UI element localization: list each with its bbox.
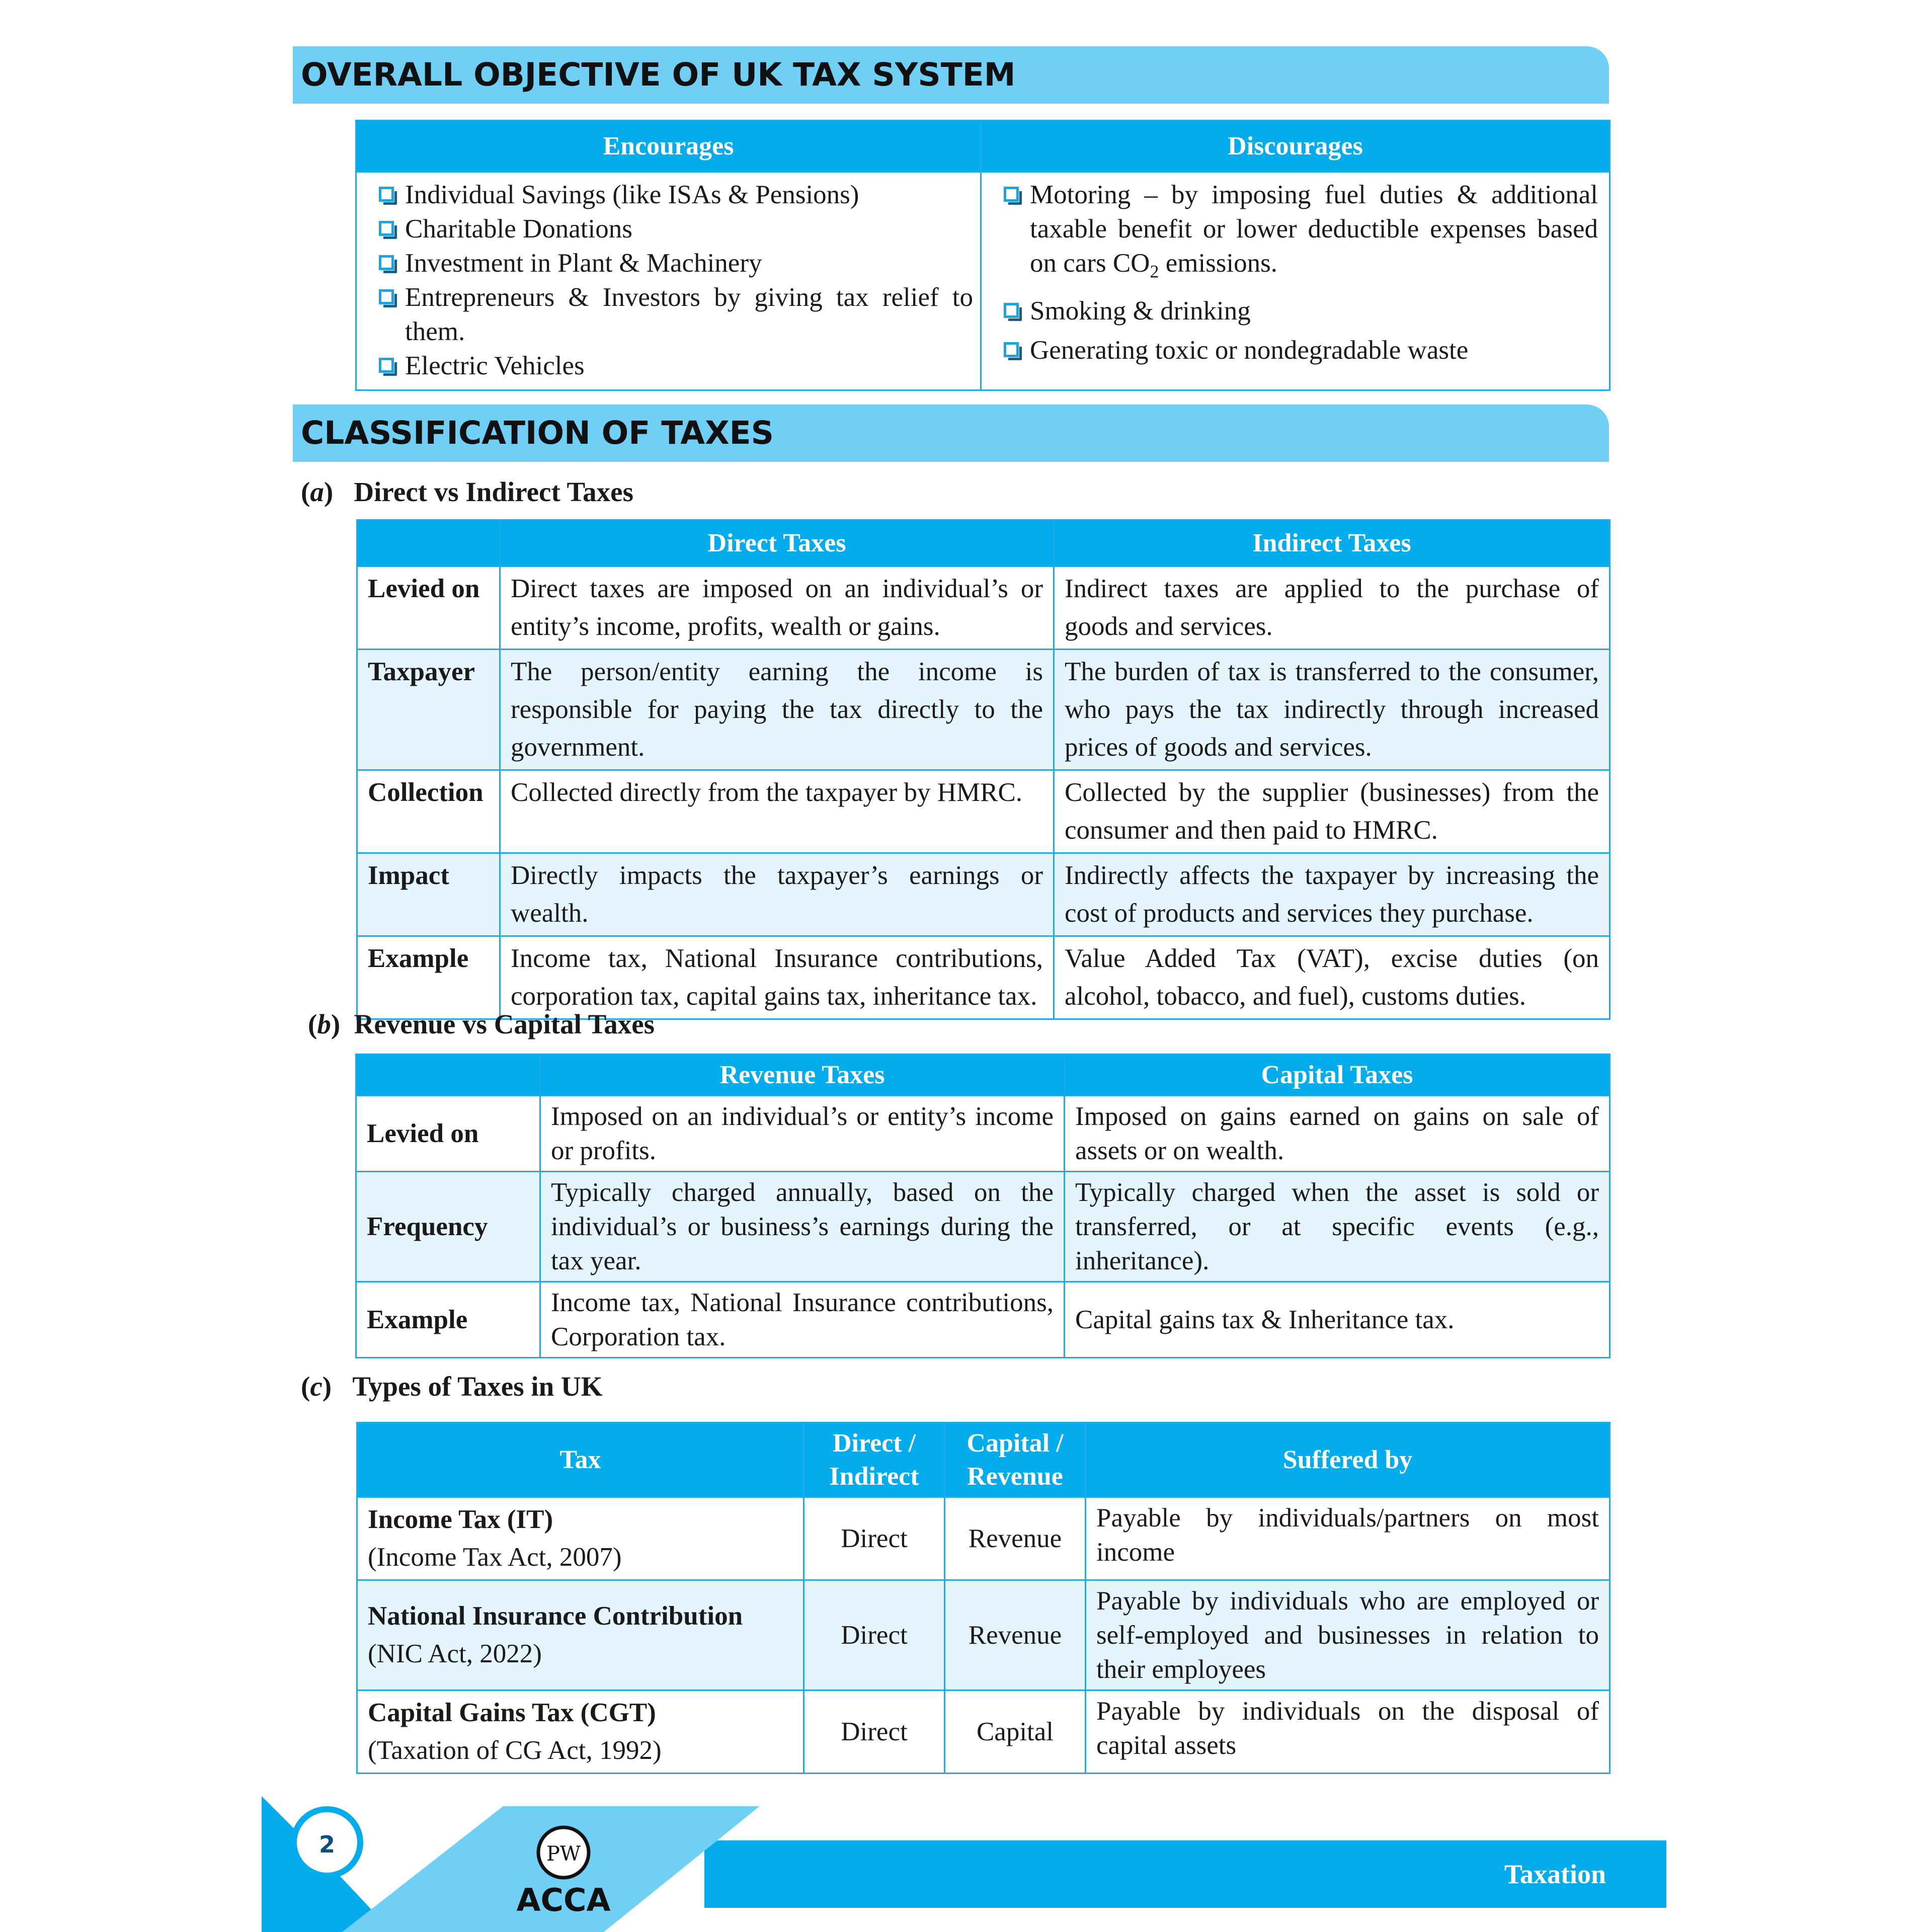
subsection-c-heading: (c) Types of Taxes in UK [301, 1371, 603, 1402]
subsection-b-heading: (b) Revenue vs Capital Taxes [308, 1009, 655, 1039]
tax-cell: Capital Gains Tax (CGT) (Taxation of CG Act, 1992) [357, 1691, 804, 1774]
section-title: OVERALL OBJECTIVE OF UK TAX SYSTEM [301, 56, 1016, 93]
checkbox-bullet-icon [379, 255, 394, 270]
encourages-list [357, 178, 973, 383]
checkbox-bullet-icon [379, 358, 394, 373]
checkbox-bullet-icon [379, 221, 394, 236]
discourages-header: Discourages [981, 121, 1610, 172]
tax-cell: Income Tax (IT) (Income Tax Act, 2007) [357, 1497, 804, 1580]
table-row: Income Tax (IT) (Income Tax Act, 2007) Direct Revenue Payable by individuals/partners on most income [357, 1497, 1610, 1580]
footer-subject: Taxation [1504, 1859, 1606, 1889]
section-banner-classification [293, 405, 1609, 462]
tax-header: Tax [357, 1423, 804, 1497]
subsection-a-heading: (a) Direct vs Indirect Taxes [301, 476, 633, 507]
checkbox-bullet-icon [1004, 187, 1019, 202]
discourages-list [982, 178, 1598, 367]
table-row: Taxpayer The person/entity earning the income is responsible for paying the tax directly to the government. The burden of tax is transferred to the consumer, who pays the tax indirectly through increased prices of goods and services. [357, 650, 1610, 770]
direct-taxes-header: Direct Taxes [500, 520, 1054, 567]
encourages-cell [356, 172, 981, 390]
list-item: Investment in Plant & Machinery [357, 246, 973, 280]
table-row: Levied on Direct taxes are imposed on an individual’s or entity’s income, profits, wealth or gains. Indirect taxes are applied to the purchase of goods and services. [357, 567, 1610, 650]
checkbox-bullet-icon [379, 187, 394, 202]
direct-indirect-table [356, 519, 1611, 1020]
table-row: Example Income tax, National Insurance contributions, corporation tax, capital gains tax, inheritance tax. Value Added Tax (VAT), excise duties (on alcohol, tobacco, and fuel), customs duties. [357, 936, 1610, 1019]
objective-table [355, 120, 1611, 391]
section-title: CLASSIFICATION OF TAXES [301, 415, 774, 451]
tax-cell: National Insurance Contribution (NIC Act, 2022) [357, 1580, 804, 1691]
pw-logo-icon [538, 1827, 589, 1878]
list-item: Motoring – by imposing fuel duties & additional taxable benefit or lower deductible expenses based on cars $CO_2$ emissions. [982, 178, 1598, 289]
table-row: Collection Collected directly from the taxpayer by HMRC. Collected by the supplier (businesses) from the consumer and then paid to HMRC. [357, 770, 1610, 853]
footer-decoration [262, 1796, 1036, 1932]
list-item: Entrepreneurs & Investors by giving tax relief to them. [357, 280, 973, 349]
list-item: Smoking & drinking [982, 294, 1598, 328]
revenue-capital-table [355, 1054, 1611, 1358]
indirect-taxes-header: Indirect Taxes [1054, 520, 1610, 567]
table-row: Levied on Imposed on an individual’s or entity’s income or profits. Imposed on gains earned on gains on sale of assets or on wealth. [356, 1096, 1610, 1172]
checkbox-bullet-icon [1004, 342, 1019, 357]
table-row: Impact Directly impacts the taxpayer’s earnings or wealth. Indirectly affects the taxpayer by increasing the cost of products and services they purchase. [357, 853, 1610, 936]
list-item: Electric Vehicles [357, 349, 973, 383]
list-item: Individual Savings (like ISAs & Pensions) [357, 178, 973, 212]
list-item: Charitable Donations [357, 212, 973, 246]
revenue-taxes-header: Revenue Taxes [540, 1055, 1065, 1096]
logo-text: ACCA [516, 1882, 611, 1918]
capital-taxes-header: Capital Taxes [1065, 1055, 1610, 1096]
checkbox-bullet-icon [379, 289, 394, 304]
discourages-cell [981, 172, 1610, 390]
logo-letters: PW [546, 1842, 581, 1866]
table-row: Capital Gains Tax (CGT) (Taxation of CG Act, 1992) Direct Capital Payable by individuals on the disposal of capital assets [357, 1691, 1610, 1774]
checkbox-bullet-icon [1004, 303, 1019, 318]
types-of-taxes-table [356, 1422, 1611, 1774]
table-row: Frequency Typically charged annually, based on the individual’s or business’s earnings during the tax year. Typically charged when the asset is sold or transferred, or at specific events (e.g., inheritance). [356, 1172, 1610, 1282]
suffered-by-header: Suffered by [1086, 1423, 1610, 1497]
direct-indirect-header: Direct / Indirect [804, 1423, 945, 1497]
table-row: Example Income tax, National Insurance contributions, Corporation tax. Capital gains tax & Inheritance tax. [356, 1282, 1610, 1358]
table-row: National Insurance Contribution (NIC Act, 2022) Direct Revenue Payable by individuals who are employed or self-employed and businesses in relation to their employees [357, 1580, 1610, 1691]
encourages-header: Encourages [356, 121, 981, 172]
blank-header [357, 520, 500, 567]
blank-header [356, 1055, 540, 1096]
page-number: 2 [318, 1831, 336, 1858]
list-item: Generating toxic or nondegradable waste [982, 333, 1598, 367]
section-banner-objective [293, 46, 1609, 104]
capital-revenue-header: Capital / Revenue [945, 1423, 1086, 1497]
